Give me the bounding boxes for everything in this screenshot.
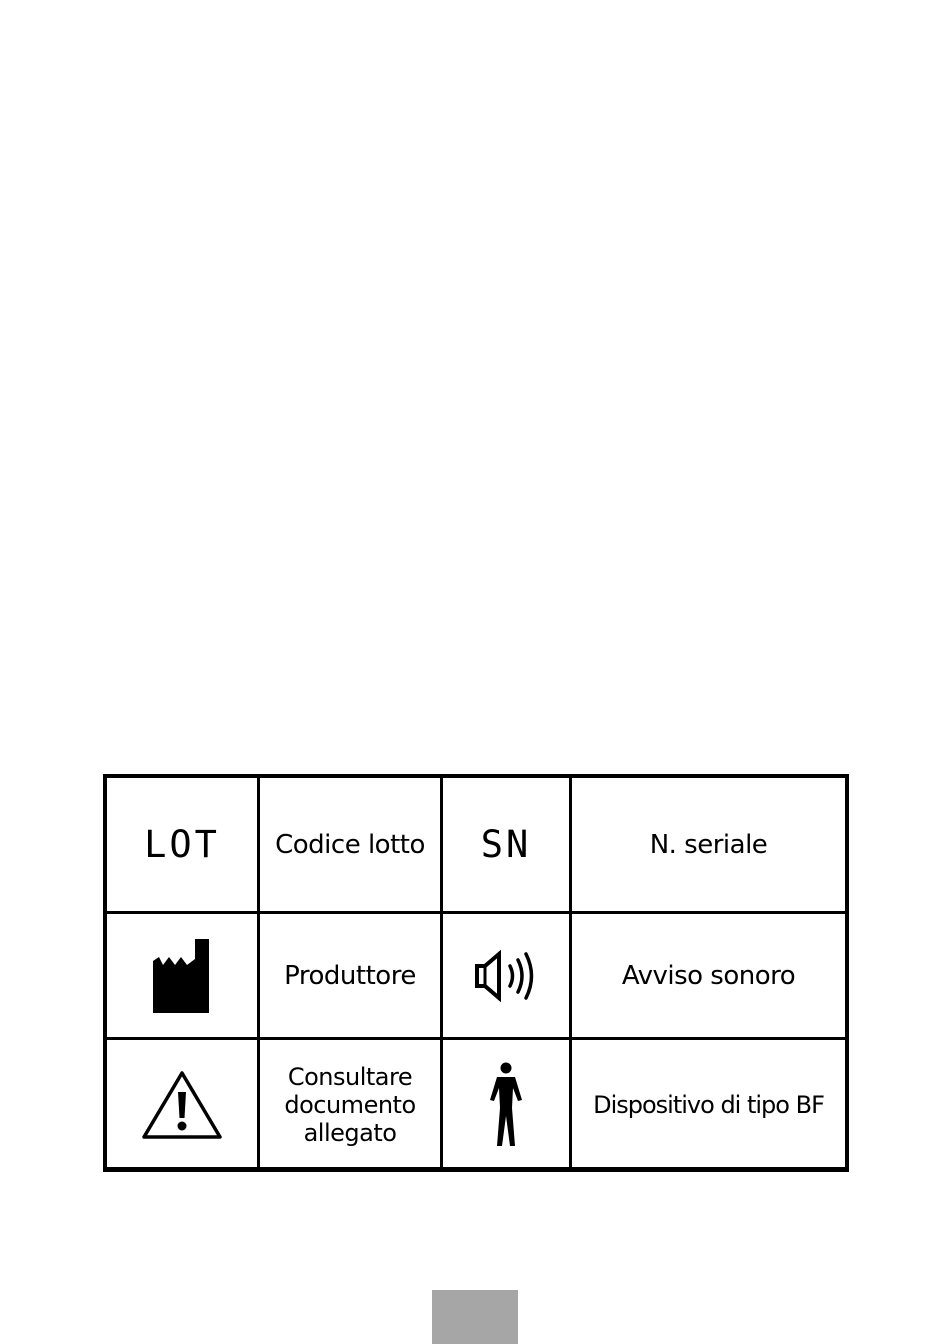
symbol-cell-type-bf — [443, 1040, 572, 1169]
person-body-icon — [488, 1062, 524, 1148]
warning-triangle-icon — [141, 1070, 223, 1140]
factory-icon — [153, 939, 211, 1013]
page-number-box — [432, 1290, 518, 1344]
symbol-cell-manufacturer — [107, 914, 260, 1040]
audible-alarm-label: Avviso sonoro — [621, 960, 796, 991]
label-cell-audible-alarm — [572, 914, 845, 1040]
symbol-cell-sn — [443, 778, 572, 914]
label-cell-lot — [260, 778, 443, 914]
label-cell-manufacturer — [260, 914, 443, 1040]
label-cell-type-bf — [572, 1040, 845, 1169]
symbol-cell-caution — [107, 1040, 260, 1169]
symbol-cell-lot — [107, 778, 260, 914]
sn-symbol: SN — [480, 823, 532, 866]
symbols-table — [103, 774, 849, 1172]
caution-label-line: allegato — [303, 1118, 397, 1147]
label-cell-caution — [260, 1040, 443, 1169]
type-bf-label: Dispositivo di tipo BF — [593, 1090, 824, 1119]
speaker-sound-icon — [474, 950, 538, 1002]
symbol-cell-audible-alarm — [443, 914, 572, 1040]
caution-label-line: Consultare — [287, 1062, 413, 1091]
caution-label — [284, 1063, 415, 1147]
manufacturer-label: Produttore — [284, 960, 416, 991]
sn-label: N. seriale — [649, 829, 768, 860]
lot-symbol: LOT — [144, 823, 220, 866]
lot-label: Codice lotto — [275, 829, 425, 860]
caution-label-line: documento — [284, 1090, 416, 1119]
label-cell-sn — [572, 778, 845, 914]
